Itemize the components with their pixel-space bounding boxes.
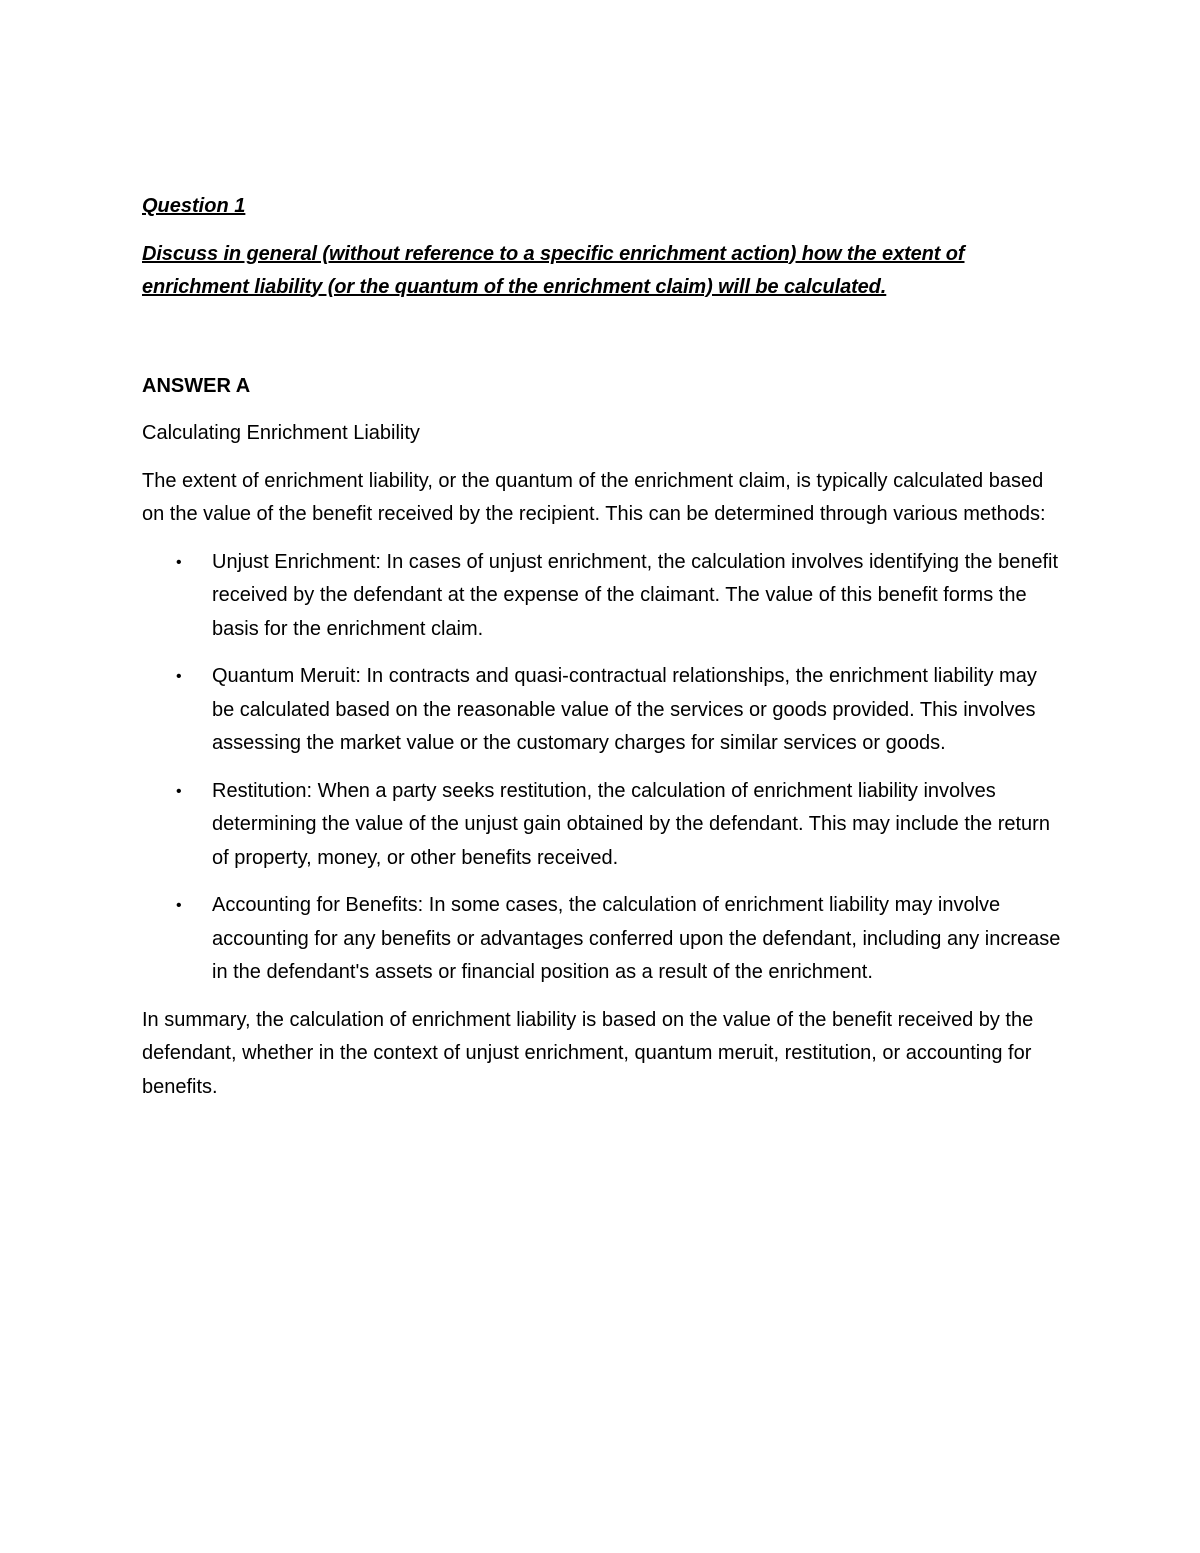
list-item (142, 660, 1062, 761)
methods-list (142, 546, 1062, 990)
list-item-text: Restitution: When a party seeks restitution, the calculation of enrichment liability involves determining the value of the unjust gain obtained by the defendant. This may include the return of property, money, or other benefits received. (212, 779, 1050, 869)
section-heading: Calculating Enrichment Liability (142, 422, 420, 444)
intro-paragraph: The extent of enrichment liability, or the quantum of the enrichment claim, is typically calculated based on the value of the benefit received by the recipient. This can be determined through various methods: (142, 469, 1046, 525)
question-label: Question 1 (142, 195, 246, 217)
list-item (142, 546, 1062, 647)
summary-paragraph: In summary, the calculation of enrichment liability is based on the value of the benefit received by the defendant, whether in the context of unjust enrichment, quantum meruit, restitution, or accounting for benefits. (142, 1008, 1034, 1098)
question-text: Discuss in general (without reference to a specific enrichment action) how the extent of enrichment liability (or the quantum of the enrichment claim) will be calculated. (142, 242, 965, 298)
list-item (142, 775, 1062, 876)
bullet-icon: • (176, 897, 182, 914)
list-item (142, 889, 1062, 990)
list-item-text: Quantum Meruit: In contracts and quasi-contractual relationships, the enrichment liability may be calculated based on the reasonable value of the services or goods provided. This involves assessing the market value or the customary charges for similar services or goods. (212, 665, 1037, 754)
document-page (142, 190, 1062, 1118)
list-item-text: Unjust Enrichment: In cases of unjust enrichment, the calculation involves identifying the benefit received by the defendant at the expense of the claimant. The value of this benefit forms the basis for the enrichment claim. (212, 550, 1059, 640)
list-item-text: Accounting for Benefits: In some cases, the calculation of enrichment liability may involve accounting for any benefits or advantages conferred upon the defendant, including any increase in the defendant's assets or financial position as a result of the enrichment. (212, 894, 1061, 983)
answer-label: ANSWER A (142, 374, 251, 397)
bullet-icon: • (176, 553, 182, 571)
bullet-icon: • (176, 782, 182, 800)
bullet-icon: • (176, 668, 182, 685)
